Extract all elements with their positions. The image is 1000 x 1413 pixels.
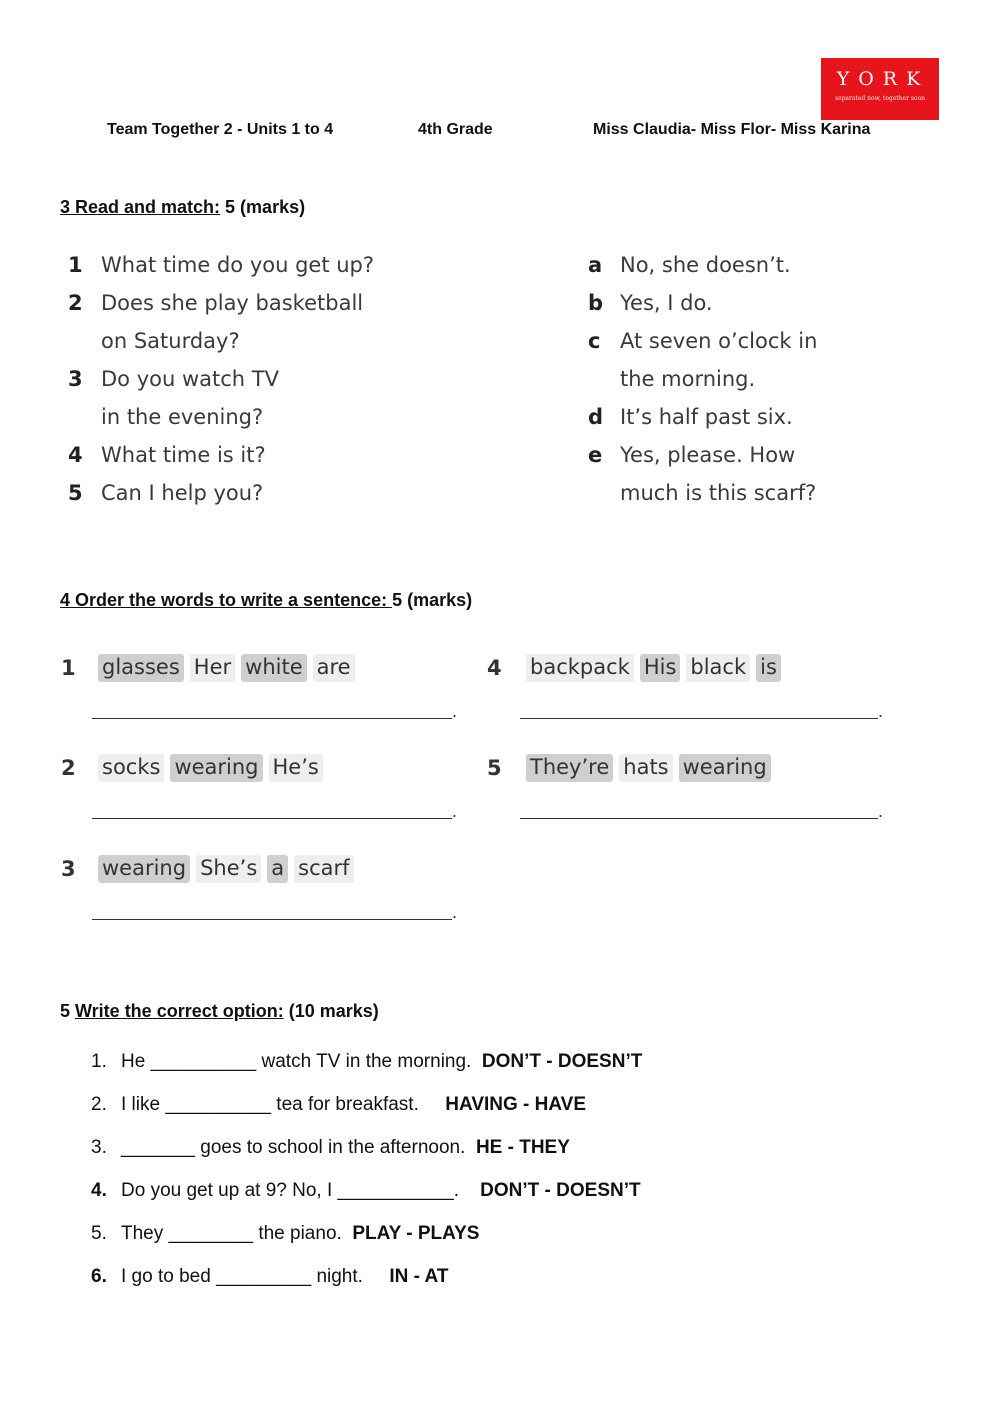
word-group (526, 654, 781, 682)
answer-line (92, 818, 452, 819)
logo-word: YORK (836, 68, 930, 90)
option-sentence: _______ goes to school in the afternoon. (121, 1137, 466, 1158)
answer-text: It’s half past six. (620, 405, 793, 429)
word-tile: hats (619, 754, 672, 782)
answer-letter: c (588, 329, 601, 353)
answer-line (92, 718, 452, 719)
word-tile: glasses (98, 654, 184, 682)
option-number: 5. (91, 1223, 107, 1244)
word-group (526, 754, 771, 782)
word-group (98, 855, 354, 883)
option-sentence: They ________ the piano. (121, 1223, 342, 1244)
option-item (91, 1266, 448, 1288)
option-choices: DON’T - DOESN’T (480, 1180, 641, 1201)
word-tile: white (241, 654, 306, 682)
section5-title-num: 5 (60, 1001, 76, 1021)
word-group (98, 654, 355, 682)
answer-line (92, 919, 452, 920)
question-number: 2 (68, 291, 83, 315)
option-choices: IN - AT (389, 1266, 449, 1287)
question-text: on Saturday? (101, 329, 240, 353)
order-item-number: 5 (487, 756, 502, 780)
answer-line (520, 718, 878, 719)
option-choices: PLAY - PLAYS (352, 1223, 480, 1244)
option-item (91, 1051, 642, 1073)
answer-text: much is this scarf? (620, 481, 817, 505)
word-tile: a (267, 855, 288, 883)
option-sentence: Do you get up at 9? No, I ___________. (121, 1180, 460, 1201)
answer-letter: d (588, 405, 604, 429)
answer-period: . (452, 701, 458, 721)
word-tile: socks (98, 754, 164, 782)
answer-letter: a (588, 253, 603, 277)
word-tile: wearing (170, 754, 262, 782)
answer-period: . (452, 801, 458, 821)
answer-period: . (878, 701, 884, 721)
question-text: Can I help you? (101, 481, 264, 505)
answer-period: . (452, 902, 458, 922)
question-text: What time is it? (101, 443, 266, 467)
question-number: 1 (68, 253, 83, 277)
word-tile: She’s (196, 855, 261, 883)
word-tile: scarf (294, 855, 353, 883)
option-sentence: I go to bed _________ night. (121, 1266, 363, 1287)
word-group (98, 754, 323, 782)
option-number: 3. (91, 1137, 107, 1158)
question-number: 4 (68, 443, 83, 467)
header-grade: 4th Grade (418, 121, 493, 138)
question-text: Does she play basketball (101, 291, 364, 315)
header-course: Team Together 2 - Units 1 to 4 (107, 121, 334, 138)
answer-text: Yes, I do. (620, 291, 713, 315)
option-choices: DON’T - DOESN’T (481, 1051, 643, 1072)
section3-title-marks: 5 (marks) (220, 197, 306, 217)
option-number: 2. (91, 1094, 107, 1115)
option-number: 4. (91, 1180, 107, 1201)
logo-tagline: separated now, together soon (834, 95, 926, 102)
section3-title-main: 3 Read and match: (60, 197, 221, 217)
option-item (91, 1137, 570, 1159)
option-choices: HAVING - HAVE (445, 1094, 587, 1115)
question-number: 5 (68, 481, 83, 505)
question-text: Do you watch TV (101, 367, 279, 391)
word-tile: Her (190, 654, 235, 682)
section5-title (60, 1001, 379, 1022)
word-tile: wearing (679, 754, 771, 782)
order-item-number: 2 (61, 756, 76, 780)
word-tile: He’s (269, 754, 323, 782)
option-item (91, 1223, 479, 1245)
answer-text: the morning. (620, 367, 756, 391)
answer-letter: b (588, 291, 604, 315)
option-number: 6. (91, 1266, 107, 1287)
option-number: 1. (91, 1051, 107, 1072)
word-tile: backpack (526, 654, 634, 682)
question-text: What time do you get up? (101, 253, 375, 277)
section4-title-marks: 5 (marks) (392, 590, 473, 610)
match-exercise (0, 0, 1000, 600)
order-item-number: 4 (487, 656, 502, 680)
word-tile: wearing (98, 855, 190, 883)
section5-title-main: Write the correct option: (75, 1001, 284, 1021)
answer-line (520, 818, 878, 819)
answer-text: No, she doesn’t. (620, 253, 791, 277)
word-tile: His (640, 654, 681, 682)
section4-title (60, 590, 472, 611)
word-tile: are (313, 654, 355, 682)
option-sentence: He __________ watch TV in the morning. (121, 1051, 472, 1072)
section5-title-marks: (10 marks) (283, 1001, 379, 1021)
answer-text: Yes, please. How (620, 443, 796, 467)
question-number: 3 (68, 367, 83, 391)
answer-period: . (878, 801, 884, 821)
option-sentence: I like __________ tea for breakfast. (121, 1094, 419, 1115)
order-item-number: 1 (61, 656, 76, 680)
answer-text: At seven o’clock in (620, 329, 818, 353)
answer-letter: e (588, 443, 603, 467)
section4-title-main: 4 Order the words to write a sentence: (60, 590, 393, 610)
order-item-number: 3 (61, 857, 76, 881)
question-text: in the evening? (101, 405, 264, 429)
word-tile: black (686, 654, 750, 682)
option-item (91, 1094, 586, 1116)
option-item (91, 1180, 641, 1202)
option-choices: HE - THEY (475, 1137, 570, 1158)
header-teachers: Miss Claudia- Miss Flor- Miss Karina (593, 121, 871, 138)
word-tile: They’re (526, 754, 613, 782)
word-tile: is (756, 654, 781, 682)
